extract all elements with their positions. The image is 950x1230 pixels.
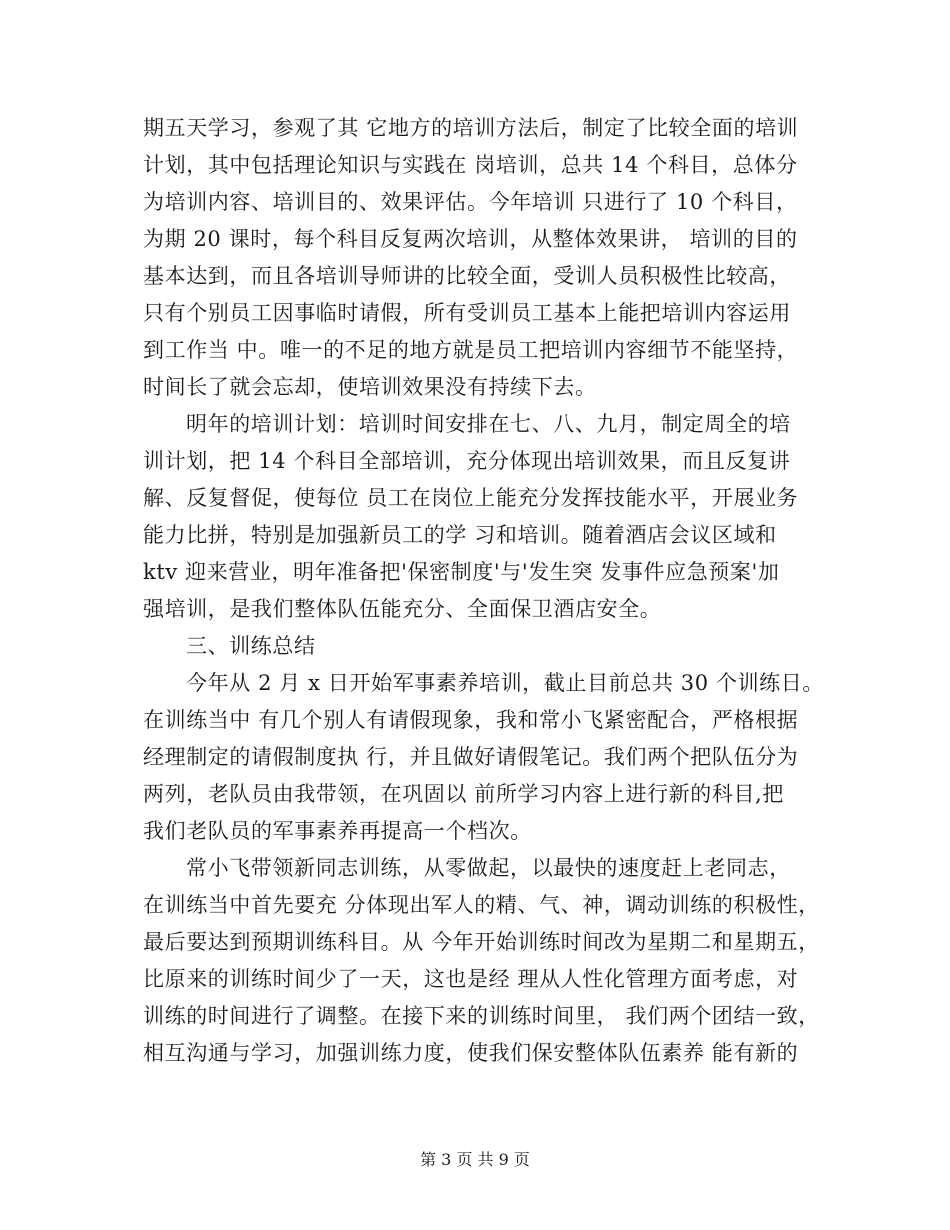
text-line: 明年的培训计划：培训时间安排在七、八、九月，制定周全的培: [186, 412, 791, 436]
text-line: 训练的时间进行了调整。在接下来的训练时间里， 我们两个团结一致，: [143, 1004, 820, 1028]
text-line: 解、反复督促，使每位 员工在岗位上能充分发挥技能水平，开展业务: [143, 486, 799, 510]
text-line: ktv 迎来营业，明年准备把'保密制度'与'发生突 发事件应急预案'加: [143, 560, 780, 584]
text-line: 只有个别员工因事临时请假，所有受训员工基本上能把培训内容运用: [143, 301, 791, 325]
text-line: 在训练当中 有几个别人有请假现象，我和常小飞紧密配合，严格根据: [143, 708, 799, 732]
text-line: 两列，老队员由我带领，在巩固以 前所学习内容上进行新的科目,把: [143, 782, 784, 806]
text-line: 为期 20 课时，每个科目反复两次培训，从整体效果讲， 培训的目的: [143, 227, 798, 251]
text-line: 在训练当中首先要充 分体现出军人的精、气、神，调动训练的积极性，: [143, 893, 820, 917]
text-line: 基本达到，而且各培训导师讲的比较全面，受训人员积极性比较高，: [143, 264, 791, 288]
section-heading: 三、训练总结: [186, 634, 316, 658]
text-line: 常小飞带领新同志训练，从零做起，以最快的速度赶上老同志，: [186, 856, 791, 880]
text-line: 今年从 2 月 x 日开始军事素养培训，截止目前总共 30 个训练日。: [186, 671, 824, 695]
body-text: [143, 110, 823, 1072]
text-line: 比原来的训练时间少了一天，这也是经 理从人性化管理方面考虑，对: [143, 967, 799, 991]
text-line: 为培训内容、培训目的、效果评估。今年培训 只进行了 10 个科目，: [143, 190, 798, 214]
text-line: 期五天学习，参观了其 它地方的培训方法后，制定了比较全面的培训: [143, 116, 799, 140]
page-number-footer: 第 3 页 共 9 页: [420, 1150, 530, 1169]
text-line: 时间长了就会忘却，使培训效果没有持续下去。: [143, 375, 597, 399]
text-line: 相互沟通与学习，加强训练力度，使我们保安整体队伍素养 能有新的: [143, 1041, 799, 1065]
text-line: 到工作当 中。唯一的不足的地方就是员工把培训内容细节不能坚持，: [143, 338, 799, 362]
text-line: 我们老队员的军事素养再提高一个档次。: [143, 819, 532, 843]
text-line: 计划，其中包括理论知识与实践在 岗培训，总共 14 个科目，总体分: [143, 153, 798, 177]
text-line: 经理制定的请假制度执 行，并且做好请假笔记。我们两个把队伍分为: [143, 745, 799, 769]
text-line: 最后要达到预期训练科目。从 今年开始训练时间改为星期二和星期五，: [143, 930, 820, 954]
text-line: 能力比拼，特别是加强新员工的学 习和培训。随着酒店会议区域和: [143, 523, 777, 547]
text-line: 强培训，是我们整体队伍能充分、全面保卫酒店安全。: [143, 597, 662, 621]
text-line: 训计划，把 14 个科目全部培训，充分体现出培训效果，而且反复讲: [143, 449, 791, 473]
